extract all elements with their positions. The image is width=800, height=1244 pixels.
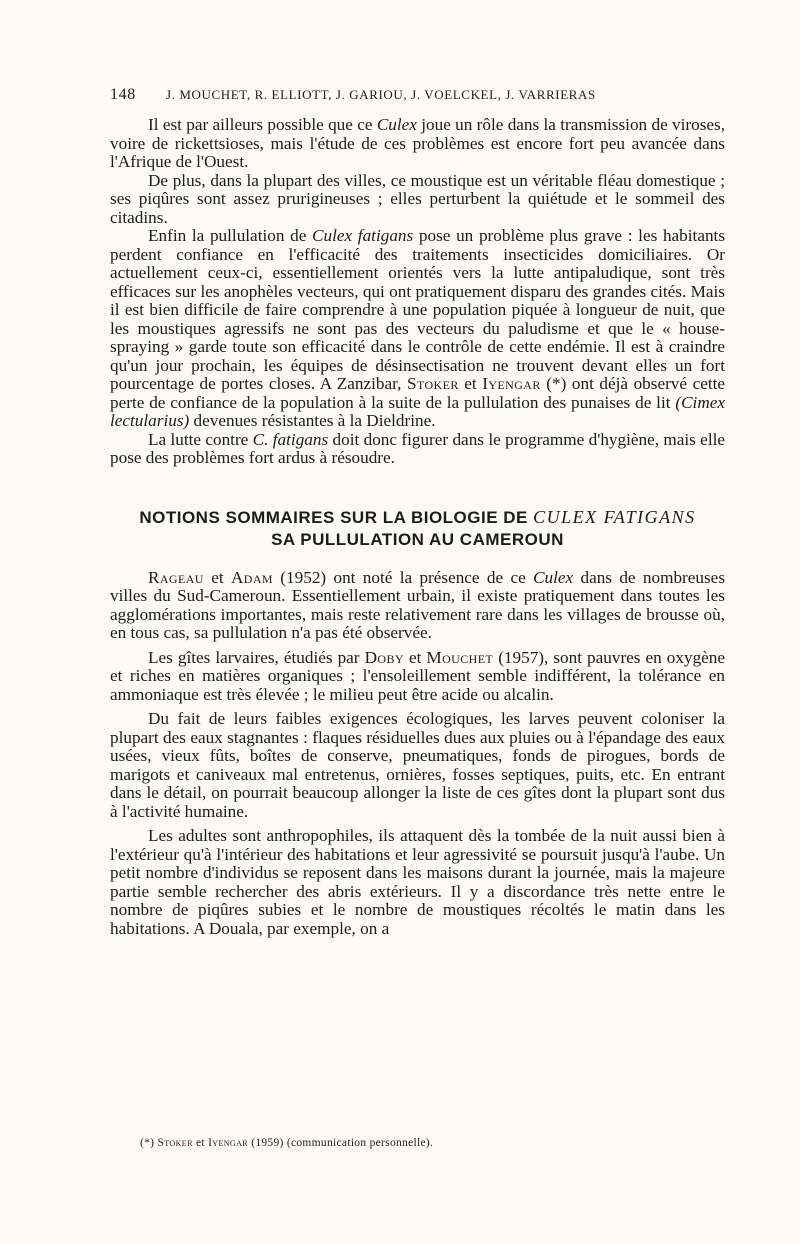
author-name: Doby [364, 647, 404, 667]
text: et [192, 1137, 209, 1149]
paragraph-3 [110, 227, 725, 431]
author-name: Adam [230, 567, 273, 587]
text: joue un rôle dans la transmission de viroses, voire de rickettsioses, mais l'étude de ces problèmes est encore fort peu avancée dans l'Afrique de l'Ouest. [110, 115, 726, 171]
text: et [203, 567, 231, 587]
text: et [403, 647, 427, 667]
species-name: C. fatigans [252, 429, 329, 449]
article-body [110, 116, 725, 938]
text: Il est par ailleurs possible que ce [148, 115, 377, 134]
page-number: 148 [110, 86, 136, 103]
text: pose un problème plus grave : les habitants perdent confiance en l'efficacité des traitements insecticides domiciliaires. Or actuellement ceux-ci, essentiellement orientés vers la lutte antipaludique, sont très efficaces sur les anophèles vecteurs, qui ont pratiquement disparu des grandes cités. Mais il est bien difficile de faire comprendre à une population piquée à longueur de nuit, que les moustiques agressifs ne sont pas des vecteurs du paludisme et que le « house-spraying » garde toute son efficacité dans le contrôle de cette endémie. Il est à craindre qu'un jour prochain, les équipes de désinsectisation ne trouvent devant elles un fort pourcentage de portes closes. A Zanzibar, [110, 226, 726, 393]
text: La lutte contre [148, 429, 253, 449]
species-name: Culex fatigans [312, 226, 414, 245]
species-name: Culex [376, 115, 417, 134]
heading-species: CULEX FATIGANS [533, 506, 696, 527]
text: Les gîtes larvaires, étudiés par [148, 647, 365, 667]
section-heading [110, 506, 725, 551]
text: (1952) ont noté la présence de ce [272, 567, 534, 587]
paragraph-2: De plus, dans la plupart des villes, ce moustique est un véritable fléau domestique ; ses piqûres sont assez prurigineuses ; elles perturbent la quiétude et le sommeil des citadins. [110, 170, 725, 227]
text: doit donc figurer dans le programme d'hygiène, mais elle pose des problèmes fort ardus à résoudre. [110, 429, 725, 467]
text: et [458, 374, 483, 393]
author-name: Stoker [157, 1137, 193, 1149]
species-name: (Cimex lectularius) [110, 392, 725, 430]
text: Enfin la pullulation de [148, 226, 313, 245]
paragraph-7: Du fait de leurs faibles exigences écologiques, les larves peuvent coloniser la plupart des eaux stagnantes : flaques résiduelles dues aux pluies ou à l'épandage des eaux usées, vieux fûts, boîtes de conserve, pneumatiques, fonds de pirogues, bords de marigots et caniveaux mal entretenus, ornières, fosses septiques, puits, etc. En entrant dans le détail, on pourrait beaucoup allonger la liste de ces gîtes dont la plupart sont dus à l'activité humaine. [110, 709, 725, 821]
author-name: Rageau [148, 567, 204, 587]
paragraph-8: Les adultes sont anthropophiles, ils attaquent dès la tombée de la nuit aussi bien à l'extérieur qu'à l'intérieur des habitations et leur agressivité se poursuit jusqu'à l'aube. Un petit nombre d'individus se reposent dans les maisons durant la journée, mais la majeure partie semble rechercher des abris extérieurs. Il y a discordance très nette entre le nombre de piqûres subies et le nombre de moustiques récoltés le matin dans les habitations. A Douala, par exemple, on a [110, 826, 725, 938]
text: devenues résistantes à la Dieldrine. [189, 411, 436, 430]
running-header [110, 86, 730, 104]
text: (*) ont déjà observé cette perte de confiance de la population à la suite de la pullulation des punaises de lit [110, 374, 726, 412]
paragraph-6 [110, 649, 725, 705]
author-name: Iyengar [482, 374, 541, 393]
author-name: Iyengar [208, 1137, 249, 1149]
heading-text: NOTIONS SOMMAIRES SUR LA BIOLOGIE DE [139, 507, 534, 527]
text: (1957), sont pauvres en oxygène et riches en matières organiques ; l'ensoleillement semble indifférent, la tolérance en ammoniaque est très élevée ; le milieu peut être acide ou alcalin. [110, 647, 726, 704]
text: dans de nombreuses villes du Sud-Cameroun. Essentiellement urbain, il existe pratiquement dans toutes les agglomérations importantes, mais reste relativement rare dans les villages de brousse où, en tous cas, sa pullulation n'a pas été observée. [110, 567, 726, 642]
author-name: Stoker [406, 374, 459, 393]
text: (1959) (communication personnelle). [248, 1137, 434, 1149]
authors-line: J. MOUCHET, R. ELLIOTT, J. GARIOU, J. VOELCKEL, J. VARRIERAS [166, 87, 596, 102]
paragraph-1 [110, 116, 725, 172]
paragraph-5 [110, 569, 725, 643]
species-name: Culex [533, 567, 574, 587]
footnote [140, 1137, 700, 1149]
heading-subtitle: SA PULLULATION AU CAMEROUN [271, 529, 564, 549]
footnote-mark: (*) [140, 1137, 158, 1149]
paragraph-4 [110, 431, 725, 468]
author-name: Mouchet [426, 647, 494, 667]
